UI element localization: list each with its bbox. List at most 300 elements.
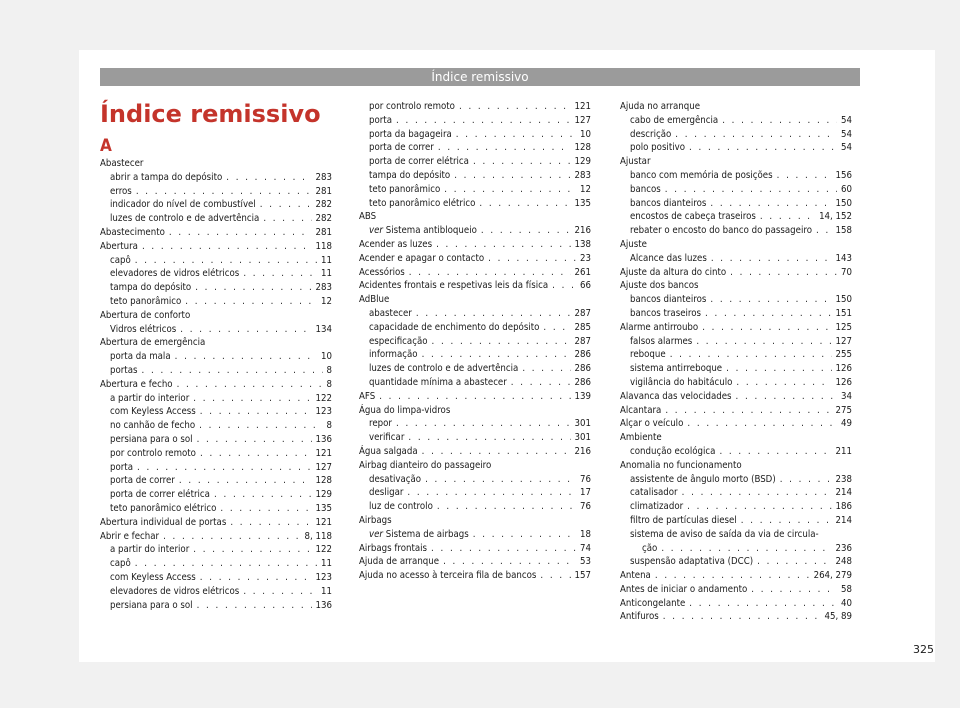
leader-dots <box>655 569 810 583</box>
index-entry-label: desativação <box>369 473 422 485</box>
index-entry <box>100 516 332 530</box>
page-reference: 151 <box>835 307 852 319</box>
page-reference: 54 <box>841 142 852 154</box>
leader-dots <box>142 240 312 254</box>
index-entry-label: Antifuros <box>620 611 659 623</box>
index-entry-label: verificar <box>369 432 405 444</box>
page-reference: 128 <box>315 475 332 487</box>
leader-dots <box>408 431 570 445</box>
leader-dots <box>687 500 831 514</box>
index-subentry <box>620 555 852 569</box>
index-subentry <box>359 376 591 390</box>
index-subentry <box>359 362 591 376</box>
page-reference: 121 <box>315 516 332 528</box>
index-entry-label: suspensão adaptativa (DCC) <box>630 556 754 568</box>
index-subentry <box>620 128 852 142</box>
index-entry <box>620 583 852 597</box>
page-reference: 126 <box>835 376 852 388</box>
leader-dots <box>136 185 312 199</box>
page-reference: 122 <box>315 392 332 404</box>
index-entry-label: bancos dianteiros <box>630 197 707 209</box>
page-reference: 283 <box>315 171 332 183</box>
page-reference: 23 <box>580 252 591 264</box>
index-entry-label: bancos dianteiros <box>630 294 707 306</box>
leader-dots <box>511 376 571 390</box>
index-entry-label: teto panorâmico <box>369 183 441 195</box>
index-subentry <box>620 197 852 211</box>
index-entry-label: a partir do interior <box>110 392 190 404</box>
index-entry-label: bancos <box>630 183 661 195</box>
index-subentry <box>620 362 852 376</box>
leader-dots <box>260 198 312 212</box>
leader-dots <box>422 445 571 459</box>
leader-dots <box>675 128 837 142</box>
index-entry-label: ção <box>642 542 658 554</box>
index-entry-label: Acessórios <box>359 266 405 278</box>
index-entry-label: Abastecimento <box>100 226 165 238</box>
leader-dots <box>710 197 831 211</box>
index-subentry <box>100 392 332 406</box>
index-subentry <box>620 307 852 321</box>
index-subentry <box>620 473 852 487</box>
index-entry-label: Abastecer <box>100 158 144 169</box>
leader-dots <box>777 169 832 183</box>
page-reference: 135 <box>574 197 591 209</box>
index-entry <box>100 226 332 240</box>
index-entry <box>359 293 591 307</box>
leader-dots <box>197 433 312 447</box>
index-subentry <box>359 114 591 128</box>
page-reference: 126 <box>835 363 852 375</box>
page-reference: 123 <box>315 406 332 418</box>
page-reference: 287 <box>574 307 591 319</box>
leader-dots <box>719 445 831 459</box>
leader-dots <box>407 486 576 500</box>
leader-dots <box>736 390 837 404</box>
page-reference: 74 <box>580 542 591 554</box>
page-reference: 125 <box>835 321 852 333</box>
index-entry <box>620 390 852 404</box>
leader-dots <box>705 307 831 321</box>
leader-dots <box>141 364 322 378</box>
page-reference: 121 <box>574 101 591 112</box>
leader-dots <box>431 542 576 556</box>
index-entry-label: tampa do depósito <box>369 169 451 181</box>
leader-dots <box>409 266 571 280</box>
index-entry-label: tampa do depósito <box>110 282 192 294</box>
leader-dots <box>243 585 317 599</box>
index-subentry <box>620 445 852 459</box>
index-subentry <box>359 528 591 542</box>
index-entry <box>620 459 852 473</box>
leader-dots <box>180 323 311 337</box>
page-reference: 285 <box>574 321 591 333</box>
page-reference: 53 <box>580 556 591 568</box>
index-entry <box>359 542 591 556</box>
index-entry-label: por controlo remoto <box>110 447 196 459</box>
index-entry-label: banco com memória de posições <box>630 169 773 181</box>
index-entry-label: especificação <box>369 335 428 347</box>
page-reference: 11 <box>321 254 332 266</box>
leader-dots <box>200 447 312 461</box>
page-reference: 66 <box>580 280 591 292</box>
page-reference: 157 <box>574 570 591 582</box>
leader-dots <box>473 528 576 542</box>
index-entry-label: Antes de iniciar o andamento <box>620 583 748 595</box>
page-reference: 70 <box>841 266 852 278</box>
index-entry-label: Abertura <box>100 240 138 252</box>
index-entry-label: descrição <box>630 128 672 140</box>
index-entry-label: Airbags <box>359 514 392 526</box>
index-entry-label: persiana para o sol <box>110 599 193 611</box>
index-entry-label: informação <box>369 349 418 361</box>
index-letter-heading: A <box>100 136 112 156</box>
index-subentry <box>100 323 332 337</box>
index-entry-label: teto panorâmico <box>110 295 182 307</box>
index-subentry <box>100 405 332 419</box>
index-entry-label: porta <box>369 114 392 126</box>
page-reference: 275 <box>835 404 852 416</box>
index-entry-label: capô <box>110 254 131 266</box>
index-subentry <box>359 307 591 321</box>
index-entry-label: cabo de emergência <box>630 114 719 126</box>
leader-dots <box>135 557 317 571</box>
index-entry-label: indicador do nível de combustível <box>110 199 256 211</box>
page-reference: 136 <box>315 433 332 445</box>
leader-dots <box>459 100 571 114</box>
page-reference: 134 <box>315 323 332 335</box>
page-reference: 11 <box>321 268 332 280</box>
leader-dots <box>137 461 312 475</box>
leader-dots <box>177 378 323 392</box>
index-entry <box>359 252 591 266</box>
index-entry-label: Abertura e fecho <box>100 378 173 390</box>
index-entry-label: filtro de partículas diesel <box>630 514 737 526</box>
index-entry-label: Alcance das luzes <box>630 252 707 264</box>
page-title: Índice remissivo <box>100 100 321 128</box>
index-entry-label: Água do limpa-vidros <box>359 404 451 416</box>
page-reference: 127 <box>315 461 332 473</box>
leader-dots <box>438 141 571 155</box>
page-reference: 150 <box>835 294 852 306</box>
index-entry-label: Abertura de emergência <box>100 337 206 349</box>
index-subentry <box>620 542 852 556</box>
leader-dots <box>696 335 831 349</box>
page-reference: 283 <box>574 169 591 181</box>
index-entry-label: erros <box>110 185 132 197</box>
index-subentry <box>359 321 591 335</box>
index-entry <box>100 378 332 392</box>
index-entry-label: Abertura de conforto <box>100 309 191 321</box>
leader-dots <box>488 252 576 266</box>
index-entry-label: com Keyless Access <box>110 571 196 583</box>
page-reference: 17 <box>580 487 591 499</box>
index-entry-label: capacidade de enchimento do depósito <box>369 321 540 333</box>
leader-dots <box>543 321 570 335</box>
page-reference: 286 <box>574 363 591 375</box>
leader-dots <box>443 555 576 569</box>
page-reference: 261 <box>574 266 591 278</box>
leader-dots <box>670 348 832 362</box>
index-entry-label: Ajuda de arranque <box>359 556 440 568</box>
page-reference: 143 <box>835 252 852 264</box>
index-entry-label: condução ecológica <box>630 445 716 457</box>
index-entry-label: vigilância do habitáculo <box>630 376 733 388</box>
page-reference: 214 <box>835 487 852 499</box>
leader-dots <box>197 599 312 613</box>
page-reference: 76 <box>580 473 591 485</box>
page-reference: 123 <box>315 571 332 583</box>
index-entry-label: elevadores de vidros elétricos <box>110 268 240 280</box>
index-subentry <box>100 571 332 585</box>
leader-dots <box>722 114 837 128</box>
index-entry <box>620 417 852 431</box>
leader-dots <box>665 183 837 197</box>
index-entry-label: Ajuda no acesso à terceira fila de bancos <box>359 570 537 582</box>
index-entry-label: Antena <box>620 570 651 582</box>
index-subentry <box>100 350 332 364</box>
index-entry <box>359 569 591 583</box>
index-subentry <box>620 514 852 528</box>
page-reference: 301 <box>574 418 591 430</box>
leader-dots <box>169 226 312 240</box>
page-reference: 139 <box>574 390 591 402</box>
index-entry <box>620 279 852 293</box>
leader-dots <box>422 348 571 362</box>
leader-dots <box>396 114 571 128</box>
page-reference: 138 <box>574 238 591 250</box>
index-column-2 <box>359 100 591 583</box>
page-reference: 34 <box>841 390 852 402</box>
index-entry-label: luz de controlo <box>369 501 433 513</box>
index-entry-label: Ajuste dos bancos <box>620 280 699 292</box>
leader-dots <box>479 197 570 211</box>
index-entry-label: teto panorâmico elétrico <box>110 502 217 514</box>
leader-dots <box>214 488 312 502</box>
index-subentry <box>359 141 591 155</box>
leader-dots <box>540 569 570 583</box>
index-column-1 <box>100 136 332 612</box>
index-subentry <box>359 197 591 211</box>
leader-dots <box>193 392 311 406</box>
index-entry <box>359 210 591 224</box>
page-reference: 236 <box>835 542 852 554</box>
index-subentry <box>100 557 332 571</box>
page-reference: 286 <box>574 376 591 388</box>
page-reference: 282 <box>315 213 332 225</box>
leader-dots <box>432 335 571 349</box>
page-reference: 158 <box>835 225 852 237</box>
index-entry <box>359 279 591 293</box>
leader-dots <box>454 169 570 183</box>
index-entry <box>620 610 852 624</box>
leader-dots <box>185 295 317 309</box>
index-entry-label: Airbag dianteiro do passageiro <box>359 459 492 471</box>
index-entry-label: com Keyless Access <box>110 406 196 418</box>
page-reference: 283 <box>315 282 332 294</box>
index-entry-label: Ajuste da altura do cinto <box>620 266 727 278</box>
index-entry-label: Ajuda no arranque <box>620 101 701 112</box>
leader-dots <box>220 502 311 516</box>
index-subentry <box>359 169 591 183</box>
leader-dots <box>226 171 311 185</box>
page-reference: 12 <box>321 295 332 307</box>
index-entry-label: repor <box>369 418 392 430</box>
leader-dots <box>710 293 831 307</box>
index-entry-label: porta da bagageira <box>369 128 452 140</box>
index-entry-label: Ambiente <box>620 432 662 444</box>
index-subentry <box>620 486 852 500</box>
leader-dots <box>741 514 832 528</box>
leader-dots <box>416 307 571 321</box>
page-reference: 40 <box>841 597 852 609</box>
leader-dots <box>663 610 821 624</box>
page-reference: 12 <box>580 183 591 195</box>
index-entry-label: abastecer <box>369 307 412 319</box>
index-entry-label: AFS <box>359 390 376 402</box>
index-entry <box>359 459 591 473</box>
index-entry-label: Ajuste <box>620 238 647 250</box>
leader-dots <box>702 321 831 335</box>
index-subentry <box>359 486 591 500</box>
page-reference: 286 <box>574 349 591 361</box>
leader-dots <box>522 362 570 376</box>
index-entry-label: luzes de controlo e de advertência <box>369 363 519 375</box>
leader-dots <box>263 212 311 226</box>
index-subentry <box>620 210 852 224</box>
leader-dots <box>444 183 576 197</box>
index-entry-label: Anticongelante <box>620 597 686 609</box>
leader-dots <box>175 350 317 364</box>
index-entry <box>100 530 332 544</box>
index-subentry <box>620 500 852 514</box>
index-entry-label: polo positivo <box>630 142 686 154</box>
index-entry-label: assistente de ângulo morto (BSD) <box>630 473 776 485</box>
index-entry <box>359 390 591 404</box>
see-reference: ver <box>369 528 383 540</box>
page-reference: 136 <box>315 599 332 611</box>
page-reference: 216 <box>574 445 591 457</box>
page-reference: 8 <box>326 364 332 376</box>
index-subentry <box>100 281 332 295</box>
index-entry <box>620 597 852 611</box>
index-entry-label: bancos traseiros <box>630 307 702 319</box>
index-entry <box>359 445 591 459</box>
index-subentry <box>620 293 852 307</box>
index-entry-label: rebater o encosto do banco do passageiro <box>630 225 812 237</box>
page-reference: 8, 118 <box>304 530 332 542</box>
index-subentry <box>100 461 332 475</box>
page-reference: 14, 152 <box>819 211 852 223</box>
index-subentry <box>100 212 332 226</box>
index-subentry <box>100 171 332 185</box>
index-entry-label: Airbags frontais <box>359 542 428 554</box>
index-entry-label: abrir a tampa do depósito <box>110 171 223 183</box>
index-entry-label: desligar <box>369 487 404 499</box>
index-subentry <box>620 224 852 238</box>
index-subentry <box>100 502 332 516</box>
index-entry <box>620 238 852 252</box>
page-reference: 211 <box>835 445 852 457</box>
index-entry <box>100 240 332 254</box>
index-subentry <box>100 585 332 599</box>
index-entry-label: Ajustar <box>620 156 651 168</box>
page-reference: 10 <box>580 128 591 140</box>
page-reference: 76 <box>580 501 591 513</box>
page-reference: 127 <box>574 114 591 126</box>
index-subentry <box>100 267 332 281</box>
leader-dots <box>200 571 312 585</box>
leader-dots <box>682 486 832 500</box>
index-subentry <box>620 335 852 349</box>
leader-dots <box>661 542 831 556</box>
page-reference: 58 <box>841 583 852 595</box>
page-reference: 8 <box>326 378 332 390</box>
page-reference: 8 <box>326 420 332 432</box>
page-number: 325 <box>913 643 934 656</box>
index-entry-label: Abertura individual de portas <box>100 516 227 528</box>
leader-dots <box>757 555 831 569</box>
index-subentry <box>100 185 332 199</box>
page-reference: 281 <box>315 185 332 197</box>
index-entry <box>620 569 852 583</box>
index-entry <box>100 336 332 350</box>
index-entry-label: sistema antirreboque <box>630 363 723 375</box>
index-entry <box>620 100 852 114</box>
index-entry-label: porta de correr elétrica <box>369 156 469 168</box>
index-entry-label <box>369 528 469 542</box>
leader-dots <box>425 473 576 487</box>
leader-dots <box>751 583 837 597</box>
index-subentry <box>359 224 591 238</box>
page-reference: 281 <box>315 226 332 238</box>
index-entry-label: Anomalia no funcionamento <box>620 459 742 471</box>
index-column-3 <box>620 100 852 624</box>
index-entry-label: Vidros elétricos <box>110 323 177 335</box>
page-reference: 156 <box>835 169 852 181</box>
leader-dots <box>436 238 570 252</box>
index-subentry <box>100 488 332 502</box>
index-entry-label: falsos alarmes <box>630 335 693 347</box>
index-subentry <box>620 183 852 197</box>
page-reference: 135 <box>315 502 332 514</box>
index-subentry <box>100 419 332 433</box>
page-reference: 10 <box>321 351 332 363</box>
leader-dots <box>689 141 837 155</box>
leader-dots <box>193 543 311 557</box>
index-entry-label: Água salgada <box>359 445 418 457</box>
page-reference: 287 <box>574 335 591 347</box>
page-reference: 282 <box>315 199 332 211</box>
leader-dots <box>195 281 311 295</box>
page-reference: 118 <box>315 240 332 252</box>
index-entry <box>620 431 852 445</box>
index-entry-label: Acender as luzes <box>359 238 433 250</box>
page-reference: 54 <box>841 114 852 126</box>
page-reference: 128 <box>574 142 591 154</box>
index-entry-label: porta de correr elétrica <box>110 489 210 501</box>
index-subentry <box>620 169 852 183</box>
page-reference: 11 <box>321 558 332 570</box>
index-subentry <box>359 348 591 362</box>
index-entry-label: a partir do interior <box>110 544 190 556</box>
index-entry-label: no canhão de fecho <box>110 420 196 432</box>
index-entry-label: sistema de aviso de saída da via de circula- <box>630 528 819 540</box>
page-reference: 186 <box>835 501 852 513</box>
index-entry-label: luzes de controlo e de advertência <box>110 213 260 225</box>
index-entry-label: portas <box>110 364 138 376</box>
index-entry <box>620 155 852 169</box>
